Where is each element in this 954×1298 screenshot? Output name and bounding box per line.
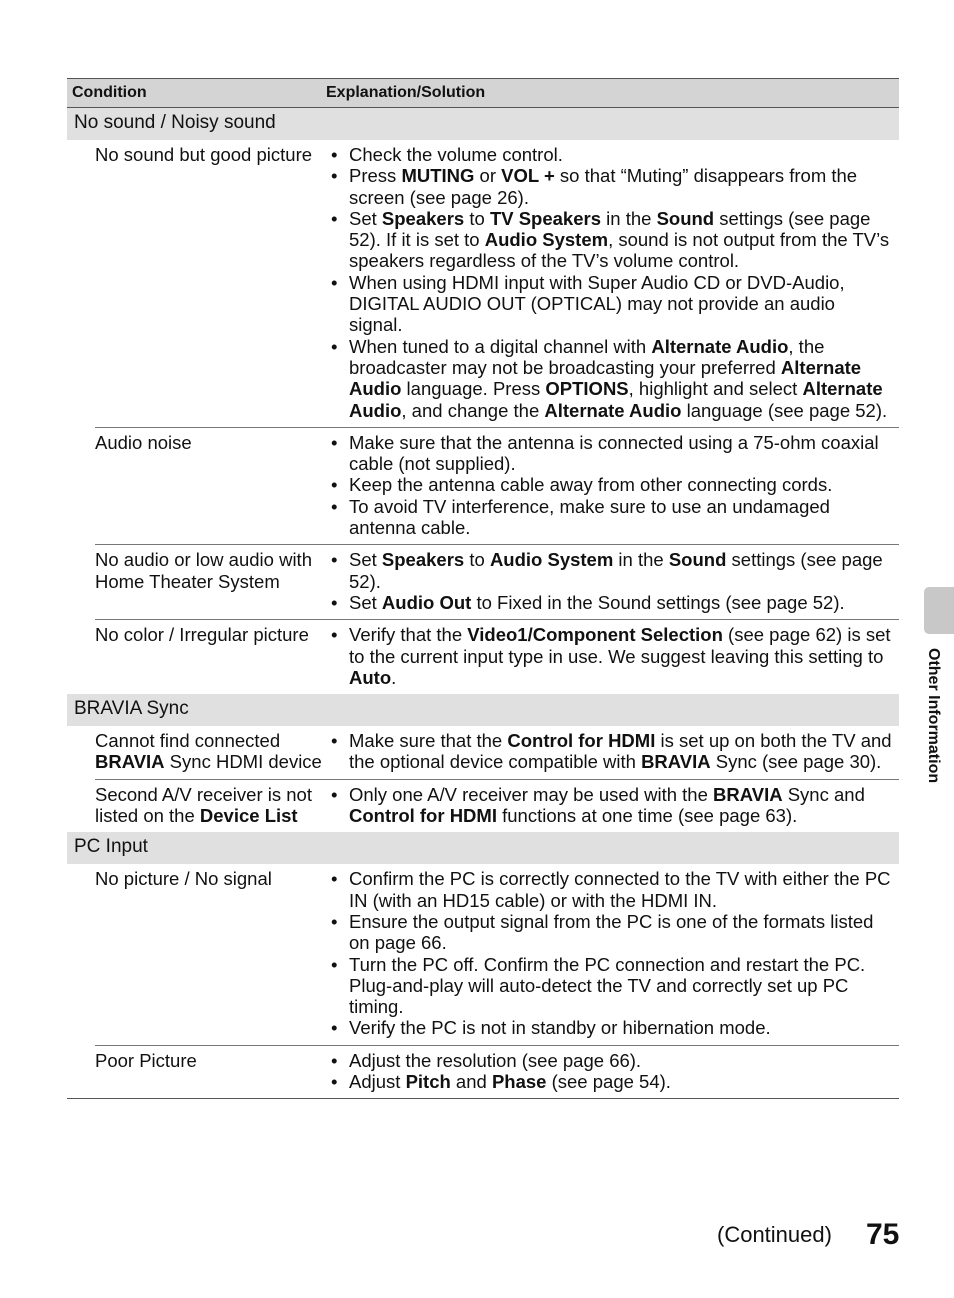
solution-cell — [331, 784, 899, 827]
troubleshooting-table — [67, 78, 899, 1099]
solution-bullet: • Make sure that the Control for HDMI is set up on both the TV and the optional device compatible with BRAVIA Sync (see page 30). — [331, 730, 899, 773]
condition-cell: Cannot find connected BRAVIA Sync HDMI device — [95, 730, 322, 773]
section-header: PC Input — [67, 832, 899, 864]
solution-bullet: • When tuned to a digital channel with Alternate Audio, the broadcaster may not be broadcasting your preferred Alternate Audio language. Press OPTIONS, highlight and select Alternate Audio, and change the Alternate Audio language (see page 52). — [331, 336, 899, 421]
solution-bullet: • Set Audio Out to Fixed in the Sound settings (see page 52). — [331, 592, 899, 613]
table-row — [95, 864, 899, 1045]
table-row — [95, 726, 899, 780]
solution-bullet: • Confirm the PC is correctly connected to the TV with either the PC IN (with an HD15 cable) or with the HDMI IN. — [331, 868, 899, 911]
solution-cell — [331, 730, 899, 773]
condition-cell: Second A/V receiver is not listed on the Device List — [95, 783, 312, 827]
solution-bullet: • Turn the PC off. Confirm the PC connection and restart the PC. Plug-and-play will auto-detect the TV and correctly set up PC timing. — [331, 954, 899, 1018]
table-header — [67, 79, 899, 108]
table-row — [95, 545, 899, 620]
solution-bullet: • Make sure that the antenna is connected using a 75-ohm coaxial cable (not supplied). — [331, 432, 899, 475]
table-row — [95, 780, 899, 833]
solution-bullet: • Set Speakers to Audio System in the Sound settings (see page 52). — [331, 549, 899, 592]
solution-bullet: • Ensure the output signal from the PC is one of the formats listed on page 66. — [331, 911, 899, 954]
solution-cell — [331, 1050, 899, 1093]
header-solution: Explanation/Solution — [326, 84, 486, 101]
solution-bullet: • Verify the PC is not in standby or hibernation mode. — [331, 1017, 899, 1038]
header-condition: Condition — [72, 84, 147, 101]
solution-cell — [331, 624, 899, 688]
table-row — [95, 428, 899, 545]
solution-cell — [331, 868, 899, 1038]
page-number: 75 — [866, 1218, 900, 1251]
condition-cell: No audio or low audio with Home Theater System — [95, 549, 312, 592]
solution-bullet: • Adjust Pitch and Phase (see page 54). — [331, 1071, 899, 1092]
condition-cell: No color / Irregular picture — [95, 624, 309, 646]
continued-label: (Continued) — [717, 1222, 832, 1247]
condition-cell: No sound but good picture — [95, 144, 313, 165]
solution-bullet: • Only one A/V receiver may be used with the BRAVIA Sync and Control for HDMI functions at one time (see page 63). — [331, 784, 899, 827]
table-bottom-rule — [67, 1098, 899, 1099]
solution-bullet: • Adjust the resolution (see page 66). — [331, 1050, 899, 1071]
table-row — [95, 140, 899, 428]
section-tab — [924, 587, 954, 634]
condition-cell: Poor Picture — [95, 1049, 197, 1071]
solution-bullet: • Set Speakers to TV Speakers in the Sound settings (see page 52). If it is set to Audio System, sound is not output from the TV’s speakers regardless of the TV’s volume control. — [331, 208, 899, 272]
condition-cell: Audio noise — [95, 431, 192, 453]
solution-bullet: • Press MUTING or VOL + so that “Muting” disappears from the screen (see page 26). — [331, 165, 899, 208]
condition-cell: No picture / No signal — [95, 868, 272, 890]
table-body — [67, 108, 899, 1099]
solution-bullet: • When using HDMI input with Super Audio CD or DVD-Audio, DIGITAL AUDIO OUT (OPTICAL) may not provide an audio signal. — [331, 272, 899, 336]
table-row — [95, 1046, 899, 1099]
section-tab-label: Other Information — [925, 648, 942, 784]
solution-bullet: • To avoid TV interference, make sure to use an undamaged antenna cable. — [331, 496, 899, 539]
solution-bullet: • Verify that the Video1/Component Selection (see page 62) is set to the current input type in use. We suggest leaving this setting to Auto. — [331, 624, 899, 688]
solution-cell — [331, 549, 899, 613]
table-row — [95, 620, 899, 694]
solution-cell — [331, 432, 899, 538]
section-header: BRAVIA Sync — [67, 694, 899, 726]
solution-cell — [331, 144, 899, 421]
solution-bullet: • Keep the antenna cable away from other connecting cords. — [331, 474, 899, 495]
solution-bullet: • Check the volume control. — [331, 144, 899, 165]
section-header: No sound / Noisy sound — [67, 108, 899, 140]
